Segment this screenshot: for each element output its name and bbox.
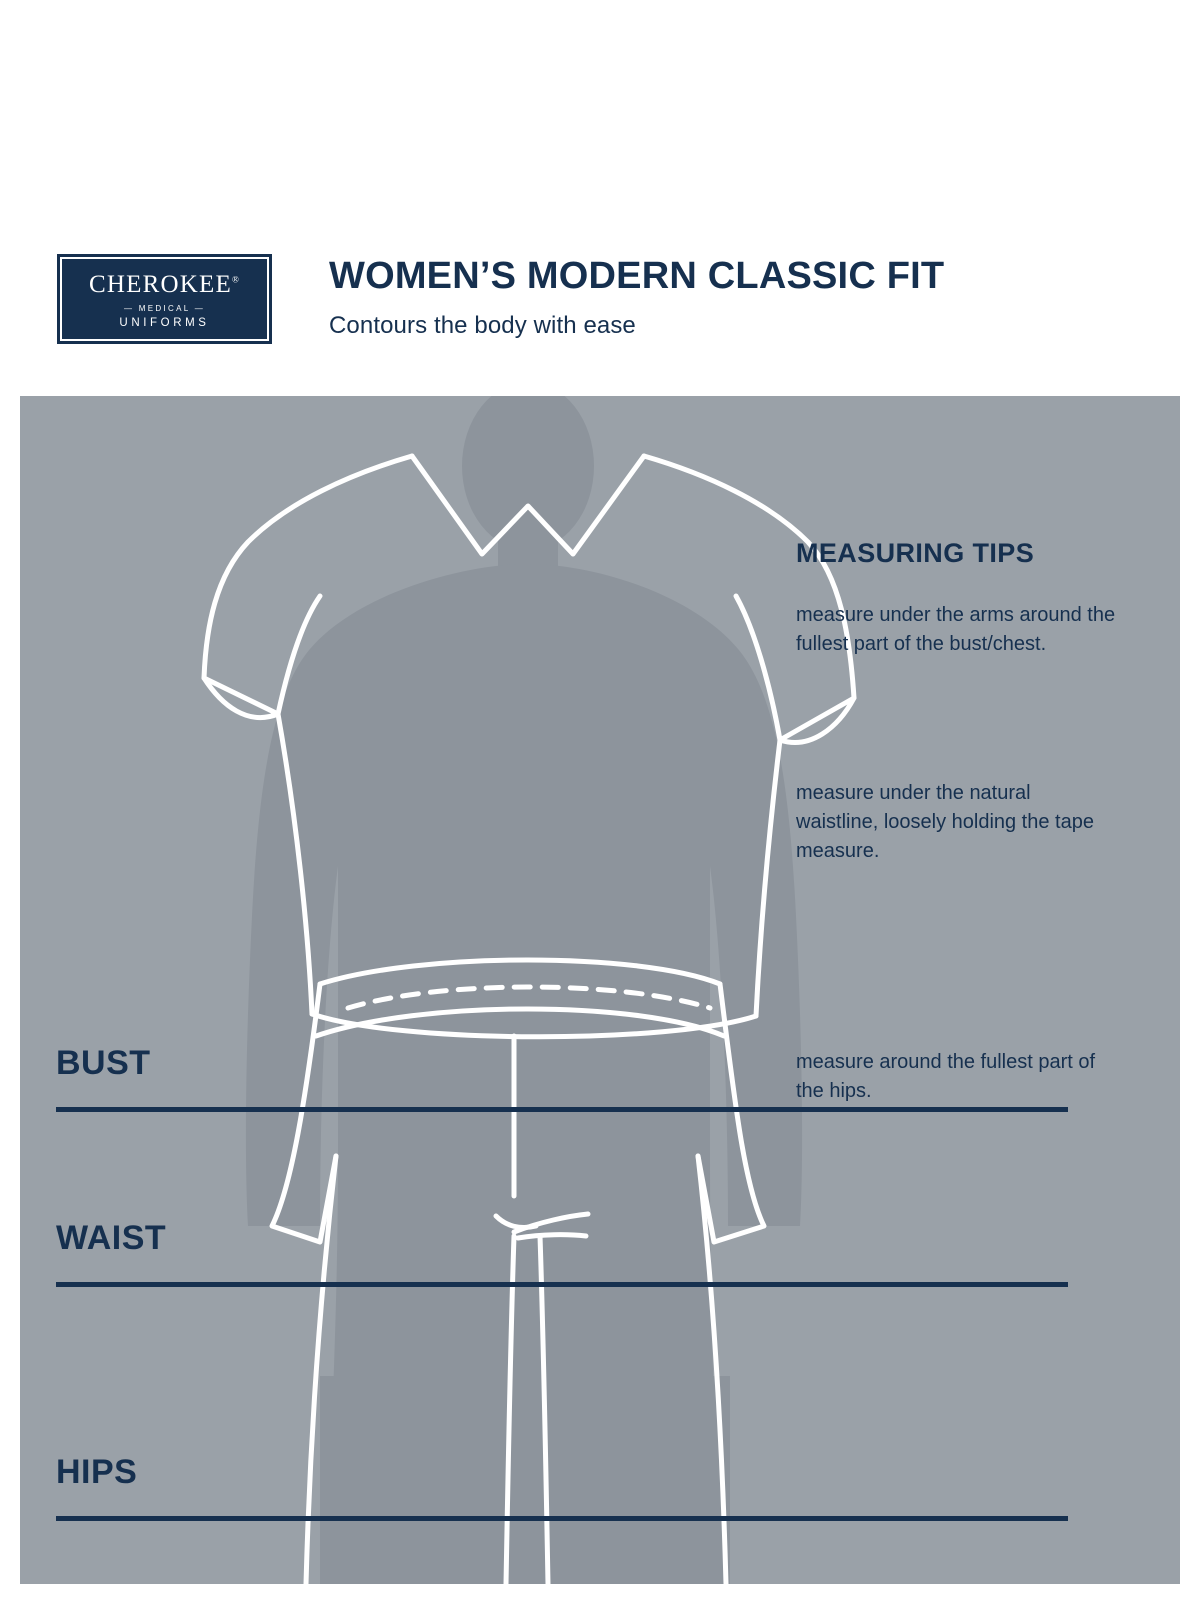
page-subtitle: Contours the body with ease — [329, 311, 636, 339]
cherokee-logo — [57, 254, 272, 344]
measuring-tip-hips: measure around the fullest part of the hips. — [796, 1051, 1096, 1102]
hips-label: HIPS — [56, 1453, 138, 1491]
measuring-tip-bust: measure under the arms around the fullest part of the bust/chest. — [796, 604, 1116, 655]
waist-measure-line — [56, 1282, 1068, 1287]
logo-inner-frame — [60, 257, 269, 341]
title-block — [329, 256, 944, 340]
waist-label: WAIST — [56, 1219, 167, 1257]
measurement-diagram-panel — [20, 396, 1180, 1584]
bust-measure-line — [56, 1107, 1068, 1112]
logo-brand-line2: UNIFORMS — [119, 317, 210, 329]
header — [0, 236, 1200, 396]
page-title: WOMEN’S MODERN CLASSIC FIT — [329, 255, 945, 297]
measuring-tips-heading: MEASURING TIPS — [796, 538, 1035, 568]
registered-mark: ® — [231, 274, 240, 285]
measuring-tip-waist: measure under the natural waistline, loosely holding the tape measure. — [796, 782, 1094, 862]
hips-measure-line — [56, 1516, 1068, 1521]
logo-brand-name: CHEROKEE® — [89, 271, 240, 298]
logo-brand-line1: — MEDICAL — — [123, 304, 205, 313]
bust-label: BUST — [56, 1044, 151, 1082]
body-figure-illustration — [20, 396, 1180, 1584]
